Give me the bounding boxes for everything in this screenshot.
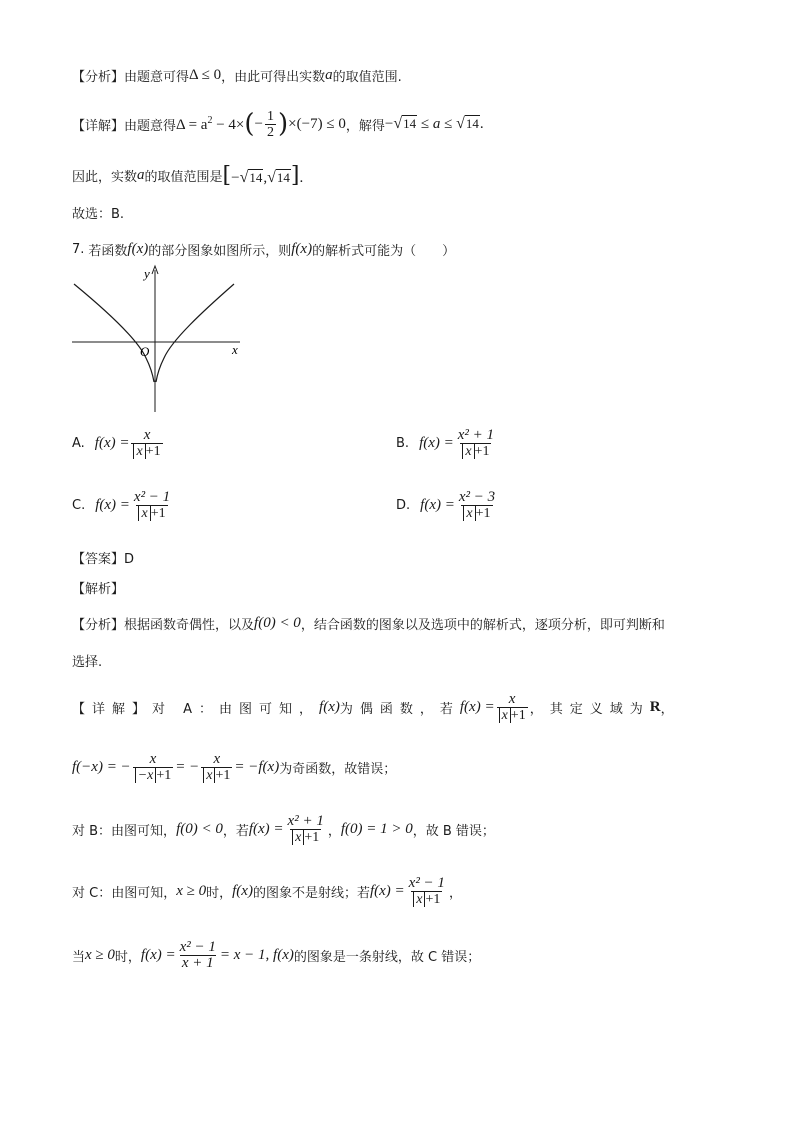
analysis-line-1 xyxy=(72,66,402,85)
fraction: $\frac{x}{x +1}$ xyxy=(497,692,528,723)
option-fraction: $\frac{\text{x² − 3}}{x +1}$ xyxy=(458,489,496,521)
x-label: x xyxy=(232,342,238,357)
text: 对 B：由图可知， xyxy=(72,823,177,839)
curve-left xyxy=(74,284,154,382)
detail-line-1 xyxy=(72,106,484,142)
text: ， xyxy=(327,823,341,839)
math-cond: x ≥ 0 xyxy=(176,882,207,899)
detail-c-line-1 xyxy=(72,872,462,910)
text: ， xyxy=(660,701,674,717)
text: 的图象不是射线；若 xyxy=(252,885,370,901)
fraction: $\frac{\text{x² + 1}}{x +1}$ xyxy=(287,812,324,845)
text: ，其定义域为 xyxy=(529,701,650,717)
detail-c-line-2 xyxy=(72,936,480,974)
math-f0: f(0) < 0 xyxy=(176,820,223,837)
fraction: $\frac{\text{x² − 1}}{x + 1}$ xyxy=(179,938,216,971)
question-number: 7. xyxy=(72,242,85,257)
text: ， xyxy=(448,885,462,901)
math-lhs: f(x) = xyxy=(459,698,495,715)
math-f0: f(0) < 0 xyxy=(254,615,301,631)
detail-b-line xyxy=(72,810,495,848)
detail-label: 【详解】 xyxy=(72,118,125,134)
math-fx: f(x) xyxy=(319,698,340,715)
conclusion-line xyxy=(72,163,303,188)
math-var: a xyxy=(325,67,333,83)
paren-close: ) xyxy=(278,109,289,139)
text: 当 xyxy=(72,949,86,965)
text: 若函数 xyxy=(88,244,128,259)
text: 的解析式可能为（ ） xyxy=(312,244,456,259)
math-lhs: f(x) = xyxy=(369,882,405,899)
option-c[interactable] xyxy=(72,490,174,521)
text: 对 C：由图可知， xyxy=(72,885,177,901)
math-lhs: f(x) = xyxy=(248,820,284,837)
option-letter: A. xyxy=(72,436,85,451)
fraction-half: $\frac{1}{2}$ xyxy=(267,108,275,140)
math-rhs: = −f(x) xyxy=(234,758,280,775)
math-lhs: f(−x) = − xyxy=(72,758,131,775)
text: ，若 xyxy=(222,823,249,839)
option-fraction: $\frac{\text{x² + 1}}{x +1}$ xyxy=(457,427,495,459)
math-fx: f(x) xyxy=(232,882,253,899)
text: ，解得 xyxy=(345,118,385,134)
fraction: $\frac{x}{-x +1}$ xyxy=(133,752,174,783)
jiexi-line: 【解析】 xyxy=(72,582,125,597)
origin-label: O xyxy=(140,344,150,359)
math-cond: x ≥ 0 xyxy=(85,946,115,963)
text: 为偶函数，若 xyxy=(339,701,460,717)
option-lhs: f(x) = xyxy=(95,497,130,513)
text: 时， xyxy=(206,885,233,901)
text: 的取值范围是 xyxy=(144,170,223,185)
math-expr-end: ×(−7) ≤ 0 xyxy=(288,115,346,132)
text: 的图象是一条射线，故 C 错误； xyxy=(293,949,481,965)
option-letter: D. xyxy=(396,498,411,513)
text: 根据函数奇偶性，以及 xyxy=(124,618,255,633)
option-lhs: f(x) = xyxy=(94,435,130,451)
text: 因此，实数 xyxy=(72,170,138,185)
math-result: −√14 ≤ a ≤ √14. xyxy=(384,115,484,132)
function-graph xyxy=(68,262,248,414)
math-eq: = − xyxy=(175,758,200,775)
curve-right xyxy=(156,284,234,382)
fraction: $\frac{x}{x +1}$ xyxy=(201,752,232,783)
paren-open: ( xyxy=(244,109,255,139)
text: ，由此可得出实数 xyxy=(221,70,326,85)
reals-symbol: R xyxy=(649,698,661,715)
option-b[interactable] xyxy=(396,428,498,459)
text: ，结合函数的图象以及选项中的解析式，逐项分析，即可判断和 xyxy=(300,618,665,633)
option-lhs: f(x) = xyxy=(419,435,454,451)
option-d[interactable] xyxy=(396,490,499,521)
question-7 xyxy=(72,240,455,259)
option-letter: B. xyxy=(396,436,410,451)
text: 的取值范围. xyxy=(332,70,402,85)
detail-a-line-2 xyxy=(72,748,396,786)
text: 的部分图象如图所示，则 xyxy=(148,244,292,259)
detail-label: 【详解】 xyxy=(72,701,153,717)
math-condition: Δ ≤ 0 xyxy=(189,67,222,83)
option-fraction: $\frac{x}{x +1}$ xyxy=(131,428,162,459)
analysis-label: 【分析】 xyxy=(72,618,125,633)
text: 对 A：由图可知， xyxy=(152,701,320,717)
analysis-line-2 xyxy=(72,614,665,633)
option-letter: C. xyxy=(72,498,86,513)
text: 由题意可得 xyxy=(124,70,190,85)
fraction: $\frac{\text{x² − 1}}{x +1}$ xyxy=(408,874,445,907)
text: ，故 B 错误； xyxy=(412,823,495,839)
option-a[interactable] xyxy=(72,428,165,459)
text: 由题意得 xyxy=(124,118,177,134)
math-lhs: f(x) = xyxy=(140,946,176,963)
y-label: y xyxy=(144,266,150,281)
math-rhs: = x − 1, f(x) xyxy=(219,946,294,963)
text: 时， xyxy=(114,949,141,965)
minus: − xyxy=(254,115,264,132)
option-fraction: $\frac{\text{x² − 1}}{x +1}$ xyxy=(133,489,171,521)
option-lhs: f(x) = xyxy=(420,497,455,513)
choose-line: 故选：B. xyxy=(72,207,125,222)
detail-a-line-1 xyxy=(72,688,674,726)
math-interval: [−√14,√14]. xyxy=(222,163,304,188)
math-fx: f(x) xyxy=(291,241,313,257)
math-var: a xyxy=(137,167,145,183)
math-fx: f(x) xyxy=(127,241,149,257)
analysis-label: 【分析】 xyxy=(72,70,125,85)
analysis-line-3: 选择. xyxy=(72,655,103,670)
math-expr: $\Delta = a^2 - 4\times$ xyxy=(176,114,245,133)
math-f0: f(0) = 1 > 0 xyxy=(340,820,413,837)
text: 为奇函数，故错误； xyxy=(279,761,397,777)
answer-line: 【答案】D xyxy=(72,552,135,567)
